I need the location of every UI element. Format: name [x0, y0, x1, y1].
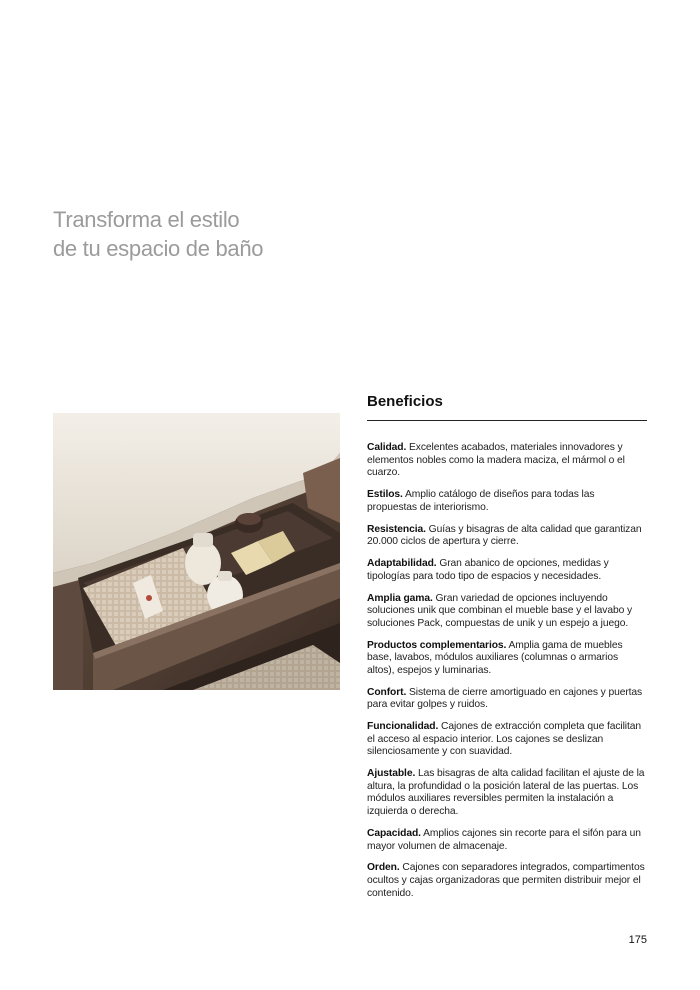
headline-line-2: de tu espacio de baño	[53, 236, 264, 261]
page-number: 175	[628, 934, 647, 946]
benefit-item	[367, 558, 647, 583]
vanity-drawer-photo	[53, 413, 340, 690]
benefit-item	[367, 828, 647, 853]
benefit-item	[367, 442, 647, 480]
benefit-term: Funcionalidad.	[367, 721, 439, 733]
benefit-item	[367, 687, 647, 712]
benefit-term: Productos complementarios.	[367, 639, 507, 651]
benefit-text: Cajones con separadores integrados, compartimentos ocultos y cajas organizadoras que permiten distribuir mejor el contenido.	[367, 862, 645, 899]
benefit-item	[367, 489, 647, 514]
benefits-title: Beneficios	[367, 393, 443, 410]
benefit-text: Excelentes acabados, materiales innovadores y elementos nobles como la madera maciza, el mármol o el cuarzo.	[367, 442, 625, 479]
benefit-term: Estilos.	[367, 489, 403, 501]
benefit-text: Guías y bisagras de alta calidad que garantizan 20.000 ciclos de apertura y cierre.	[367, 523, 642, 548]
benefit-item	[367, 721, 647, 759]
benefit-term: Resistencia.	[367, 523, 426, 535]
benefit-item	[367, 640, 647, 678]
benefit-text: Cajones de extracción completa que facilitan el acceso al espacio interior. Los cajones se deslizan silenciosamente y con suavidad.	[367, 721, 641, 758]
title-divider	[367, 420, 647, 421]
benefit-text: Gran variedad de opciones incluyendo soluciones unik que combinan el mueble base y el lavabo y soluciones Pack, compuestas de unik y un espejo a juego.	[367, 592, 633, 629]
benefit-term: Ajustable.	[367, 768, 416, 780]
benefit-term: Confort.	[367, 686, 407, 698]
benefit-text: Gran abanico de opciones, medidas y tipologías para todo tipo de espacios y necesidades.	[367, 558, 609, 582]
benefit-term: Orden.	[367, 862, 400, 874]
benefit-term: Amplia gama.	[367, 592, 433, 604]
benefit-list	[367, 442, 647, 900]
benefit-text: Amplia gama de muebles base, lavabos, módulos auxiliares (columnas o armarios altos), espejos y luminarias.	[367, 639, 623, 676]
benefit-text: Sistema de cierre amortiguado en cajones y puertas para evitar golpes y ruidos.	[367, 686, 643, 711]
headline	[53, 205, 263, 263]
benefit-item	[367, 768, 647, 818]
benefit-term: Capacidad.	[367, 827, 421, 839]
benefit-text: Amplios cajones sin recorte para el sifón para un mayor volumen de almacenaje.	[367, 827, 641, 852]
benefit-text: Las bisagras de alta calidad facilitan el ajuste de la altura, la profundidad o la posición lateral de las puertas. Los módulos auxiliares reversibles permiten la instalación a izquierda o derecha.	[367, 768, 645, 818]
benefit-term: Calidad.	[367, 442, 407, 453]
benefit-text: Amplio catálogo de diseños para todas las propuestas de interiorismo.	[367, 489, 595, 513]
headline-line-1: Transforma el estilo	[53, 207, 240, 232]
benefit-item	[367, 593, 647, 631]
benefit-item	[367, 524, 647, 549]
benefit-term: Adaptabilidad.	[367, 558, 437, 570]
benefits-section	[367, 392, 647, 909]
benefit-item	[367, 862, 647, 900]
